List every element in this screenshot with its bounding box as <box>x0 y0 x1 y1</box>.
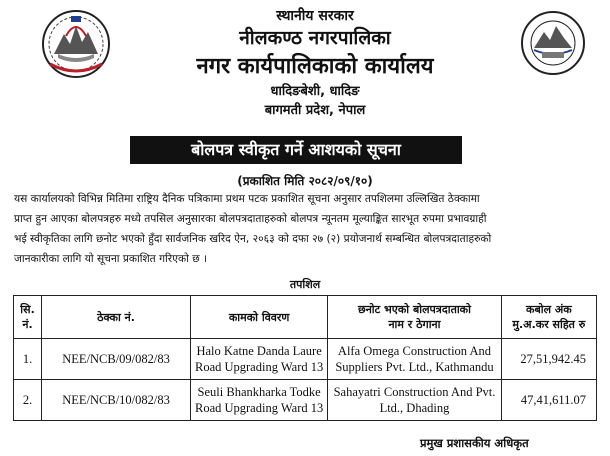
published-date: (प्रकाशित मिति २०८२/०९/१०) <box>237 174 373 188</box>
header-bidder: छनोट भएको बोलपत्रदाताको नाम र ठेगाना <box>328 296 502 339</box>
municipality-logo-icon <box>520 10 586 76</box>
contracts-table <box>13 295 597 421</box>
header-office-name: नगर कार्यपालिकाको कार्यालय <box>196 54 434 79</box>
cell-amount: 47,41,611.07 <box>501 380 596 421</box>
cell-work: Halo Katne Danda Laure Road Upgrading Ward 13 <box>191 339 328 380</box>
table-caption: तपशिल <box>289 278 321 291</box>
notice-title-banner: बोलपत्र स्वीकृत गर्ने आशयको सूचना <box>130 136 462 164</box>
header-local-government: स्थानीय सरकार <box>276 8 354 24</box>
notice-body <box>14 189 598 269</box>
table-header-row <box>14 296 597 339</box>
header-address: धादिङबेशी, धादिङ <box>270 84 360 99</box>
header-sn: सि. नं. <box>14 296 42 339</box>
cell-work: Seuli Bhankharka Todke Road Upgrading Ward 13 <box>191 380 328 421</box>
signature-title: प्रमुख प्रशासकीय अधिकृत <box>420 436 529 450</box>
header-contract-no: ठेक्का नं. <box>42 296 191 339</box>
cell-contract-no: NEE/NCB/09/082/83 <box>42 339 191 380</box>
body-line: जानकारीका लागि यो सूचना प्रकाशित गरिएको छ । <box>14 253 208 265</box>
table-row <box>14 380 597 421</box>
body-line: यस कार्यालयको विभिन्न मितिमा राष्ट्रिय दैनिक पत्रिकामा प्रथम पटक प्रकाशित सूचना अनुसार तपशिलमा उल्लिखित ठेक्कामा <box>14 193 480 205</box>
cell-sn: 2. <box>14 380 42 421</box>
cell-contract-no: NEE/NCB/10/082/83 <box>42 380 191 421</box>
cell-sn: 1. <box>14 339 42 380</box>
header-amount: कबोल अंक मु.अ.कर सहित रु <box>501 296 596 339</box>
header-work: कामको विवरण <box>191 296 328 339</box>
header-province: बागमती प्रदेश, नेपाल <box>264 103 366 118</box>
table-row <box>14 339 597 380</box>
body-line: प्राप्त हुन आएका बोलपत्रहरु मध्ये तपसिल अनुसारका बोलपत्रदाताहरुको बोलपत्र न्यूनतम मूल्याङ्कित सारभूत रुपमा प्रभावग्राही <box>14 213 487 225</box>
nepal-emblem-icon <box>40 8 112 80</box>
header-municipality-name: नीलकण्ठ नगरपालिका <box>239 27 391 49</box>
cell-bidder: Sahayatri Construction And Pvt. Ltd., Dhading <box>328 380 502 421</box>
body-line: भई स्वीकृतिका लागि छनोट भएको हुँदा सार्वजनिक खरिद ऐन, २०६३ को दफा २७ (२) प्रयोजनार्थ सम्बन्धित बोलपत्रदाताहरुको <box>14 233 492 245</box>
cell-amount: 27,51,942.45 <box>501 339 596 380</box>
cell-bidder: Alfa Omega Construction And Suppliers Pvt. Ltd., Kathmandu <box>328 339 502 380</box>
